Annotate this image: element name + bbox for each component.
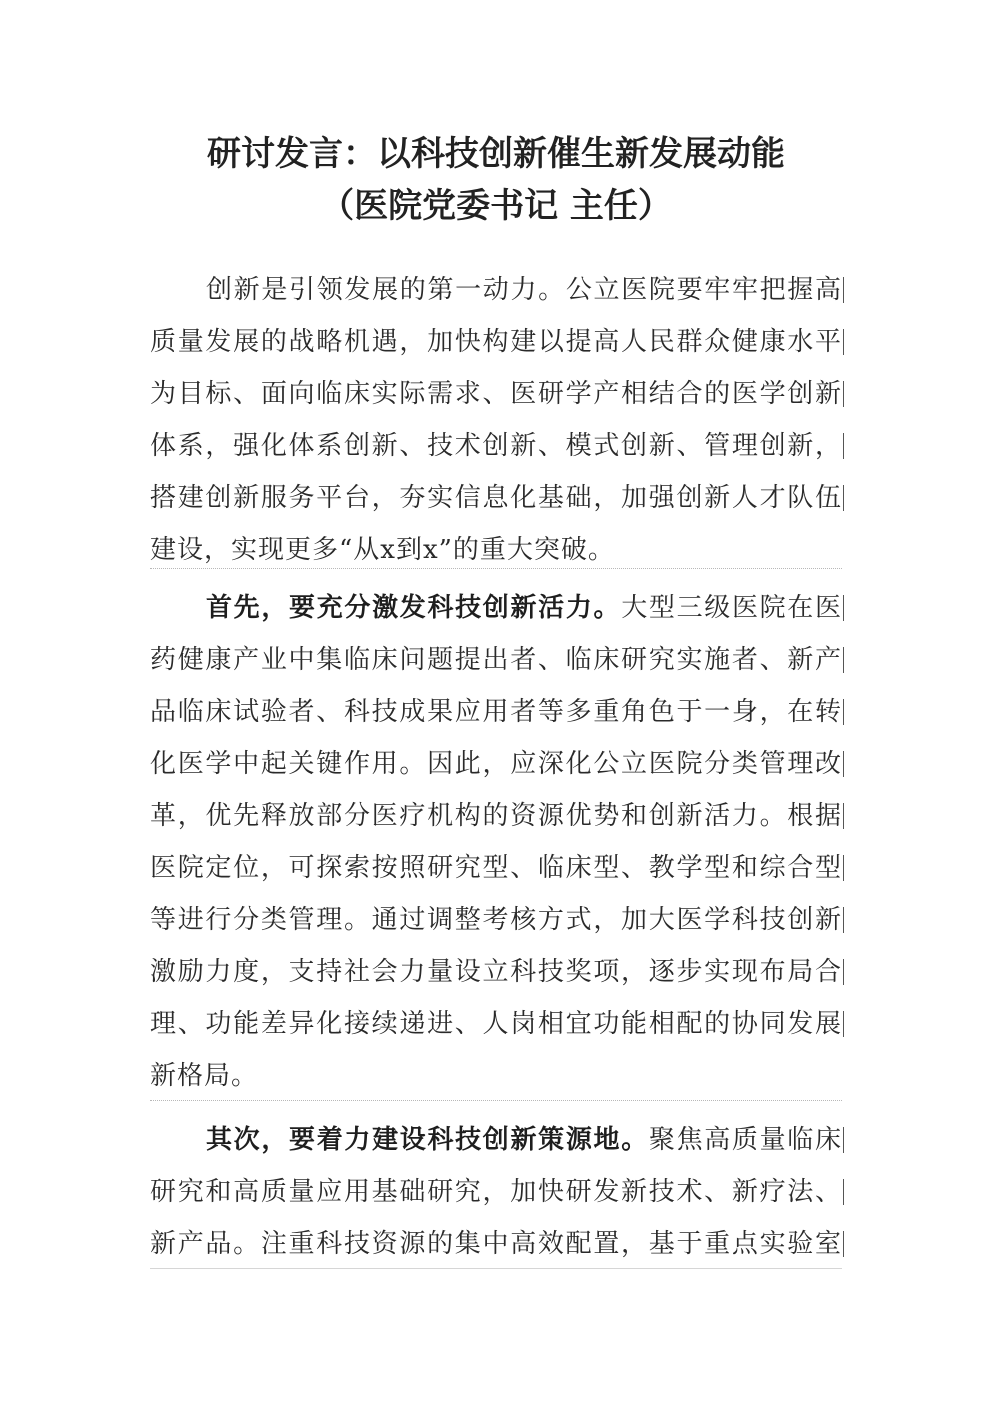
paragraph-line: 理、功能差异化接续递进、人岗相宜功能相配的协同发展 xyxy=(150,998,842,1050)
paragraph-lead: 其次，要着力建设科技创新策源地。 xyxy=(206,1125,649,1155)
paragraph-line: 体系，强化体系创新、技术创新、模式创新、管理创新， xyxy=(150,420,842,472)
paragraph-line: 为目标、面向临床实际需求、医研学产相结合的医学创新 xyxy=(150,368,842,420)
paragraph-line xyxy=(150,1114,842,1166)
paragraph-text: 聚焦高质量临床 xyxy=(648,1125,842,1155)
paragraph-line: 激励力度，支持社会力量设立科技奖项，逐步实现布局合 xyxy=(150,946,842,998)
paragraph-line: 等进行分类管理。通过调整考核方式，加大医学科技创新 xyxy=(150,894,842,946)
paragraph-line: 医院定位，可探索按照研究型、临床型、教学型和综合型 xyxy=(150,842,842,894)
paragraph-line xyxy=(150,582,842,634)
paragraph-line: 研究和高质量应用基础研究，加快研发新技术、新疗法、 xyxy=(150,1166,842,1218)
title-line-1: 研讨发言：以科技创新催生新发展动能 xyxy=(207,134,785,174)
paragraph-line: 新产品。注重科技资源的集中高效配置，基于重点实验室 xyxy=(150,1218,842,1270)
paragraph-lead: 首先，要充分激发科技创新活力。 xyxy=(206,593,622,623)
paragraph-line: 药健康产业中集临床问题提出者、临床研究实施者、新产 xyxy=(150,634,842,686)
paragraph-line: 质量发展的战略机遇，加快构建以提高人民群众健康水平 xyxy=(150,316,842,368)
paragraph-line: 品临床试验者、科技成果应用者等多重角色于一身，在转 xyxy=(150,686,842,738)
title-line-2: （医院党委书记 主任） xyxy=(320,186,672,226)
paragraph-line: 建设，实现更多“从x到x”的重大突破。 xyxy=(150,535,615,565)
document-title xyxy=(0,128,992,232)
paragraph-3 xyxy=(150,1114,842,1270)
paragraph-separator xyxy=(150,1100,842,1101)
paragraph-line: 新格局。 xyxy=(150,1061,259,1091)
paragraph-line: 革，优先释放部分医疗机构的资源优势和创新活力。根据 xyxy=(150,790,842,842)
paragraph-line: 搭建创新服务平台，夯实信息化基础，加强创新人才队伍 xyxy=(150,472,842,524)
page-bottom-rule xyxy=(150,1268,842,1269)
paragraph-2 xyxy=(150,582,842,1102)
paragraph-line: 化医学中起关键作用。因此，应深化公立医院分类管理改 xyxy=(150,738,842,790)
paragraph-separator xyxy=(150,568,842,569)
paragraph-1 xyxy=(150,264,842,576)
paragraph-text: 大型三级医院在医 xyxy=(621,593,842,623)
paragraph-line: 创新是引领发展的第一动力。公立医院要牢牢把握高 xyxy=(150,264,842,316)
